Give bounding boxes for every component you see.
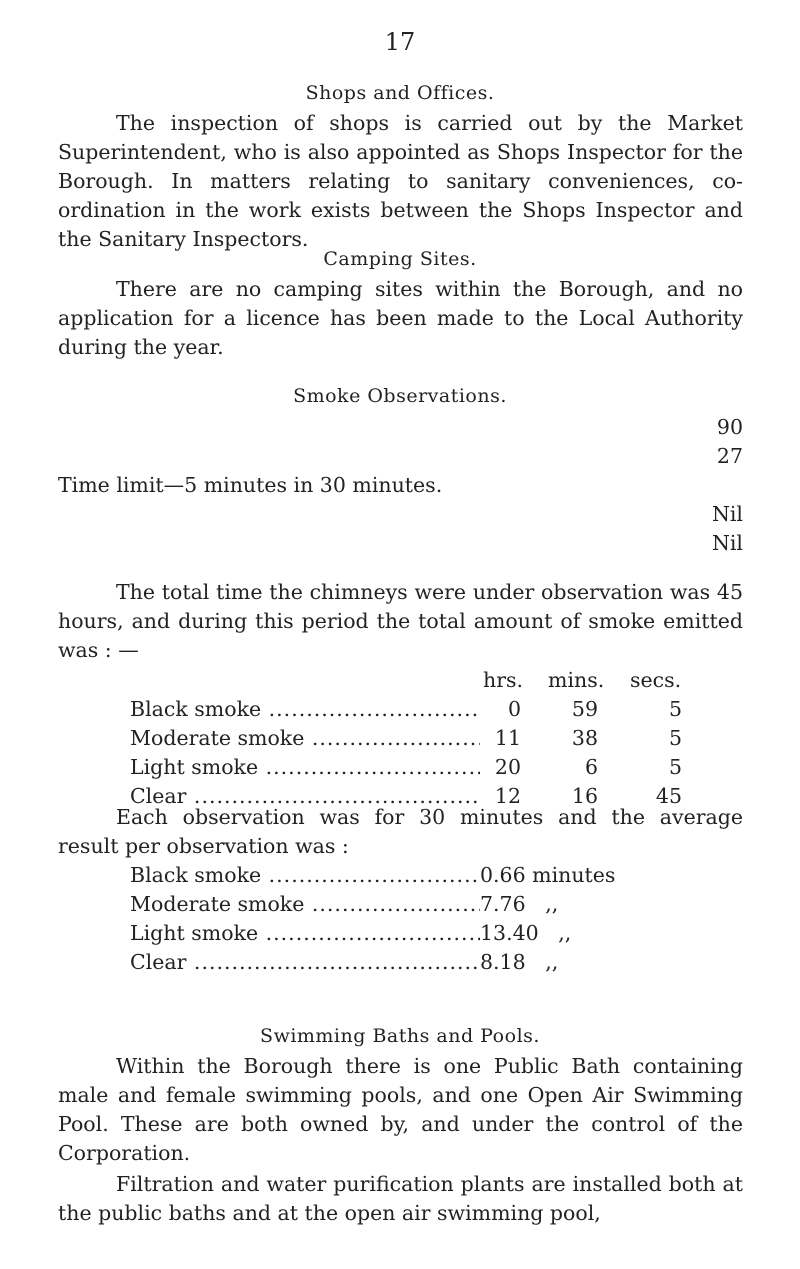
header-secs: secs. <box>630 668 682 692</box>
camping-paragraph: There are no camping sites within the Borough, and no application for a licence has been made to the Local Authority during the year. <box>58 277 743 359</box>
row-label: Moderate smoke ..... <box>130 889 480 919</box>
row-mins: 16 <box>571 784 598 808</box>
row-secs: 5 <box>668 697 682 721</box>
row-hrs: 0 <box>507 697 521 721</box>
obs-value: 90 <box>711 412 743 442</box>
row-value: 8.18 ,, <box>480 950 559 974</box>
table-row <box>130 694 690 724</box>
obs-line-exceeded <box>58 499 743 529</box>
shops-paragraph: The inspection of shops is carried out by the Market Superintendent, who is also appointed as Shops Inspector for the Borough. In matters relating to sanitary conveniences, co-ordination in the work exists between the Shops Inspector and the Sanitary Inspectors. <box>58 111 743 251</box>
table-header-row <box>130 665 690 695</box>
row-label: Clear ..... <box>130 781 480 811</box>
table-row <box>130 723 690 753</box>
table-row <box>130 860 700 890</box>
header-hrs: hrs. <box>483 668 524 692</box>
row-label: Black smoke ..... <box>130 860 480 890</box>
swimming-paragraph-1: Within the Borough there is one Public Bath containing male and female swimming pools, and one Open Air Swimming Pool. These are both owned by, and under the control of the Corporation. <box>58 1054 743 1165</box>
smoke-heading: Smoke Observations. <box>293 385 507 407</box>
row-secs: 45 <box>655 784 682 808</box>
average-paragraph: Each observation was for 30 minutes and the average result per observation was : <box>58 805 743 858</box>
header-mins: mins. <box>548 668 605 692</box>
row-secs: 5 <box>668 726 682 750</box>
swimming-paragraph-2: Filtration and water purification plants are installed both at the public baths and at the open air swimming pool, <box>58 1172 743 1225</box>
row-mins: 38 <box>571 726 598 750</box>
row-label: Black smoke ..... <box>130 694 480 724</box>
row-value: 7.76 ,, <box>480 892 559 916</box>
table-row <box>130 918 700 948</box>
obs-value: 27 <box>711 441 743 471</box>
row-mins: 59 <box>571 697 598 721</box>
row-value: 13.40 ,, <box>480 921 572 945</box>
total-time-paragraph: The total time the chimneys were under observation was 45 hours, and during this period the total amount of smoke emitted was : — <box>58 580 743 662</box>
row-hrs: 12 <box>494 784 521 808</box>
page-number: 17 <box>384 28 416 56</box>
row-hrs: 11 <box>494 726 521 750</box>
time-limit: Time limit—5 minutes in 30 minutes. <box>58 473 443 497</box>
obs-value: Nil <box>706 499 743 529</box>
row-value: 0.66 minutes <box>480 863 616 887</box>
row-label: Light smoke ..... <box>130 752 480 782</box>
swimming-heading: Swimming Baths and Pools. <box>260 1025 540 1047</box>
obs-value: Nil <box>706 528 743 558</box>
row-label: Clear ..... <box>130 947 480 977</box>
row-hrs: 20 <box>494 755 521 779</box>
row-mins: 6 <box>584 755 598 779</box>
obs-line-chimneys <box>58 441 743 471</box>
row-secs: 5 <box>668 755 682 779</box>
row-label: Light smoke ..... <box>130 918 480 948</box>
row-label: Moderate smoke ..... <box>130 723 480 753</box>
table-row <box>130 947 700 977</box>
camping-heading: Camping Sites. <box>323 248 477 270</box>
shops-heading: Shops and Offices. <box>305 82 495 104</box>
obs-line-observations <box>58 412 743 442</box>
table-row <box>130 752 690 782</box>
table-row <box>130 889 700 919</box>
obs-line-proceedings <box>58 528 743 558</box>
